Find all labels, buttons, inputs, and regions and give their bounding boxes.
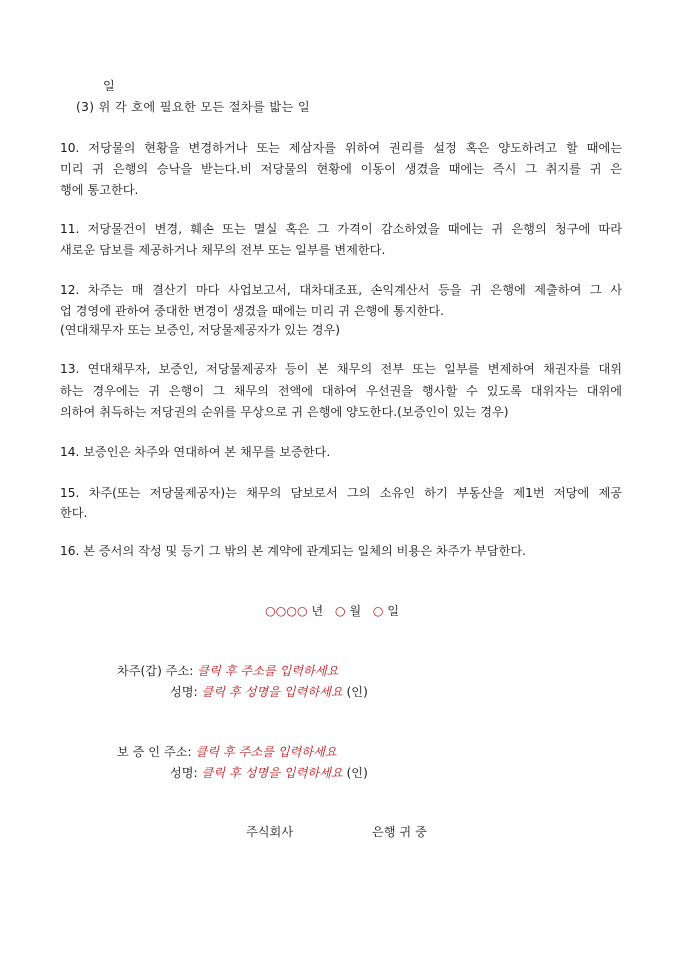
borrower-name-label: 성명:: [170, 685, 198, 699]
clause-14-line-1: 14. 보증인은 차주와 연대하여 본 채무를 보증한다.: [60, 445, 331, 459]
date-year-label: 년: [311, 604, 324, 618]
clause-13-line-3: 의하여 취득하는 저당권의 순위를 무상으로 귀 은행에 양도한다.(보증인이 있는 경우): [60, 405, 509, 419]
procedure-item-3: (3) 위 각 호에 필요한 모든 절차를 밟는 일: [76, 100, 310, 114]
clause-11-line-2: 새로운 담보를 제공하거나 채무의 전부 또는 일부를 변제한다.: [60, 243, 386, 257]
borrower-seal: (인): [346, 685, 368, 699]
date-year-field[interactable]: ○○○○: [265, 604, 308, 618]
guarantor-name-label: 성명:: [170, 766, 198, 780]
borrower-address-field[interactable]: 클릭 후 주소를 입력하세요: [197, 664, 339, 678]
guarantor-address-field[interactable]: 클릭 후 주소를 입력하세요: [195, 745, 337, 759]
borrower-name-row: [170, 686, 368, 698]
clause-11-line-1: 11. 저당물건이 변경, 훼손 또는 멸실 혹은 그 가격이 감소하였을 때에는 귀 은행의 청구에 따라: [60, 222, 622, 236]
clause-12-note: (연대채무자 또는 보증인, 저당물제공자가 있는 경우): [60, 323, 340, 337]
clause-16-line-1: 16. 본 증서의 작성 및 등기 그 밖의 본 계약에 관계되는 일체의 비용은 차주가 부담한다.: [60, 544, 527, 558]
date-line: [265, 605, 399, 617]
clause-10-line-2: 미리 귀 은행의 승낙을 받는다.비 저당물의 현황에 이동이 생겼을 때에는 즉시 그 취지를 귀 은: [60, 162, 622, 176]
guarantor-address-row: [117, 746, 337, 758]
date-day-field[interactable]: ○: [372, 604, 384, 618]
clause-10-line-3: 행에 통고한다.: [60, 183, 139, 197]
clause-12-line-2: 업 경영에 관하여 중대한 변경이 생겼을 때에는 미리 귀 은행에 통지한다.: [60, 304, 445, 318]
guarantor-name-field[interactable]: 클릭 후 성명을 입력하세요: [201, 766, 343, 780]
date-month-label: 월: [349, 604, 362, 618]
guarantor-name-row: [170, 767, 368, 779]
clause-10-line-1: 10. 저당물의 현황을 변경하거나 또는 제삼자를 위하여 권리를 설정 혹은 양도하려고 할 때에는: [60, 141, 622, 155]
date-month-field[interactable]: ○: [334, 604, 346, 618]
clause-12-line-1: 12. 차주는 매 결산기 마다 사업보고서, 대차대조표, 손익계산서 등을 귀 은행에 제출하여 그 사: [60, 283, 622, 297]
clause-13-line-1: 13. 연대채무자, 보증인, 저당물제공자 등이 본 채무의 전부 또는 일부를 변제하여 채권자를 대위: [60, 362, 622, 376]
borrower-name-field[interactable]: 클릭 후 성명을 입력하세요: [201, 685, 343, 699]
clause-15-line-2: 한다.: [60, 506, 88, 520]
guarantor-address-label: 보 증 인 주소:: [117, 745, 192, 759]
continuation-word: 일: [103, 79, 115, 93]
addressee-bank: 은행 귀 중: [372, 825, 427, 839]
date-day-label: 일: [387, 604, 400, 618]
clause-15-line-1: 15. 차주(또는 저당물제공자)는 채무의 담보로서 그의 소유인 하기 부동산을 제1번 저당에 제공: [60, 486, 622, 500]
borrower-address-label: 차주(갑) 주소:: [117, 664, 194, 678]
clause-13-line-2: 하는 경우에는 귀 은행이 그 채무의 전액에 대하여 우선권을 행사할 수 있도록 대위자는 대위에: [60, 384, 622, 398]
borrower-address-row: [117, 665, 338, 677]
guarantor-seal: (인): [346, 766, 368, 780]
addressee-company: 주식회사: [246, 825, 294, 839]
